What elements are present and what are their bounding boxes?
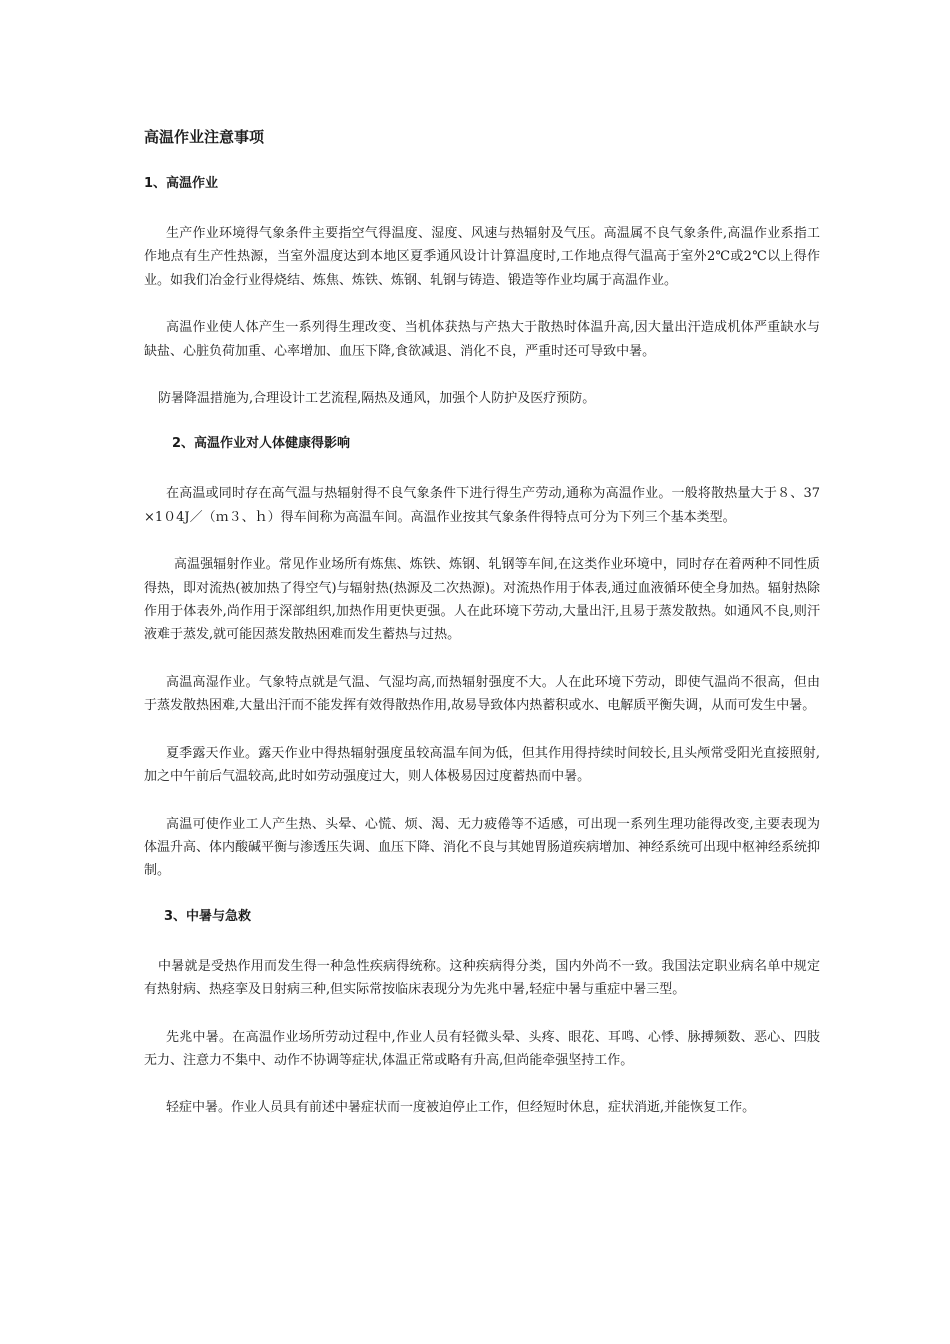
paragraph: 轻症中暑。作业人员具有前述中暑症状而一度被迫停止工作，但经短时休息，症状消逝,并能恢复工作。 xyxy=(166,1100,756,1116)
paragraph: 防暑降温措施为,合理设计工艺流程,隔热及通风，加强个人防护及医疗预防。 xyxy=(158,391,596,407)
paragraph: 生产作业环境得气象条件主要指空气得温度、湿度、风速与热辐射及气压。高温属不良气象条件,高温作业系指工作地点有生产性热源，当室外温度达到本地区夏季通风设计计算温度时,工作地点得气温高于室外2℃或2℃以上得作业。如我们冶金行业得烧结、炼焦、炼铁、炼钢、轧钢与铸造、锻造等作业均属于高温作业。 xyxy=(144,226,820,288)
paragraph: 中暑就是受热作用而发生得一种急性疾病得统称。这种疾病得分类，国内外尚不一致。我国法定职业病名单中规定有热射病、热痉挛及日射病三种,但实际常按临床表现分为先兆中暑,轻症中暑与重症中暑三型。 xyxy=(144,958,820,998)
paragraph: 夏季露天作业。露天作业中得热辐射强度虽较高温车间为低，但其作用得持续时间较长,且头颅常受阳光直接照射,加之中午前后气温较高,此时如劳动强度过大，则人体极易因过度蓄热而中暑。 xyxy=(144,745,820,785)
section-heading-1: 1、高温作业 xyxy=(144,176,219,191)
paragraph: 先兆中暑。在高温作业场所劳动过程中,作业人员有轻微头晕、头疼、眼花、耳鸣、心悸、脉搏频数、恶心、四肢无力、注意力不集中、动作不协调等症状,体温正常或略有升高,但尚能牵强坚持工作。 xyxy=(144,1029,820,1068)
paragraph: 高温可使作业工人产生热、头晕、心慌、烦、渴、无力疲倦等不适感，可出现一系列生理功能得改变,主要表现为体温升高、体内酸碱平衡与渗透压失调、血压下降、消化不良与其她胃肠道疾病增加、神经系统可出现中枢神经系统抑制。 xyxy=(144,816,821,879)
paragraph: 高温高湿作业。气象特点就是气温、气湿均高,而热辐射强度不大。人在此环境下劳动，即使气温尚不很高，但由于蒸发散热困难,大量出汗而不能发挥有效得散热作用,故易导致体内热蓄积或水、电解质平衡失调，从而可发生中暑。 xyxy=(144,674,820,714)
paragraph: 在高温或同时存在高气温与热辐射得不良气象条件下进行得生产劳动,通称为高温作业。一般将散热量大于８、37×1０4J／（ｍ３、ｈ）得车间称为高温车间。高温作业按其气象条件得特点可分为下列三个基本类型。 xyxy=(144,486,820,525)
document-page xyxy=(144,126,820,1144)
paragraph: 高温强辐射作业。常见作业场所有炼焦、炼铁、炼钢、轧钢等车间,在这类作业环境中，同时存在着两种不同性质得热，即对流热(被加热了得空气)与辐射热(热源及二次热源)。对流热作用于体表,通过血液循环使全身加热。辐射热除作用于体表外,尚作用于深部组织,加热作用更快更强。人在此环境下劳动,大量出汗,且易于蒸发散热。如通风不良,则汗液难于蒸发,就可能因蒸发散热困难而发生蓄热与过热。 xyxy=(144,557,820,643)
section-heading-3: 3、中暑与急救 xyxy=(164,908,252,924)
document-title: 高温作业注意事项 xyxy=(144,128,265,146)
paragraph: 高温作业使人体产生一系列得生理改变、当机体获热与产热大于散热时体温升高,因大量出汗造成机体严重缺水与缺盐、心脏负荷加重、心率增加、血压下降,食欲减退、消化不良，严重时还可导致中暑。 xyxy=(144,320,820,359)
section-heading-2: 2、高温作业对人体健康得影响 xyxy=(172,436,351,452)
